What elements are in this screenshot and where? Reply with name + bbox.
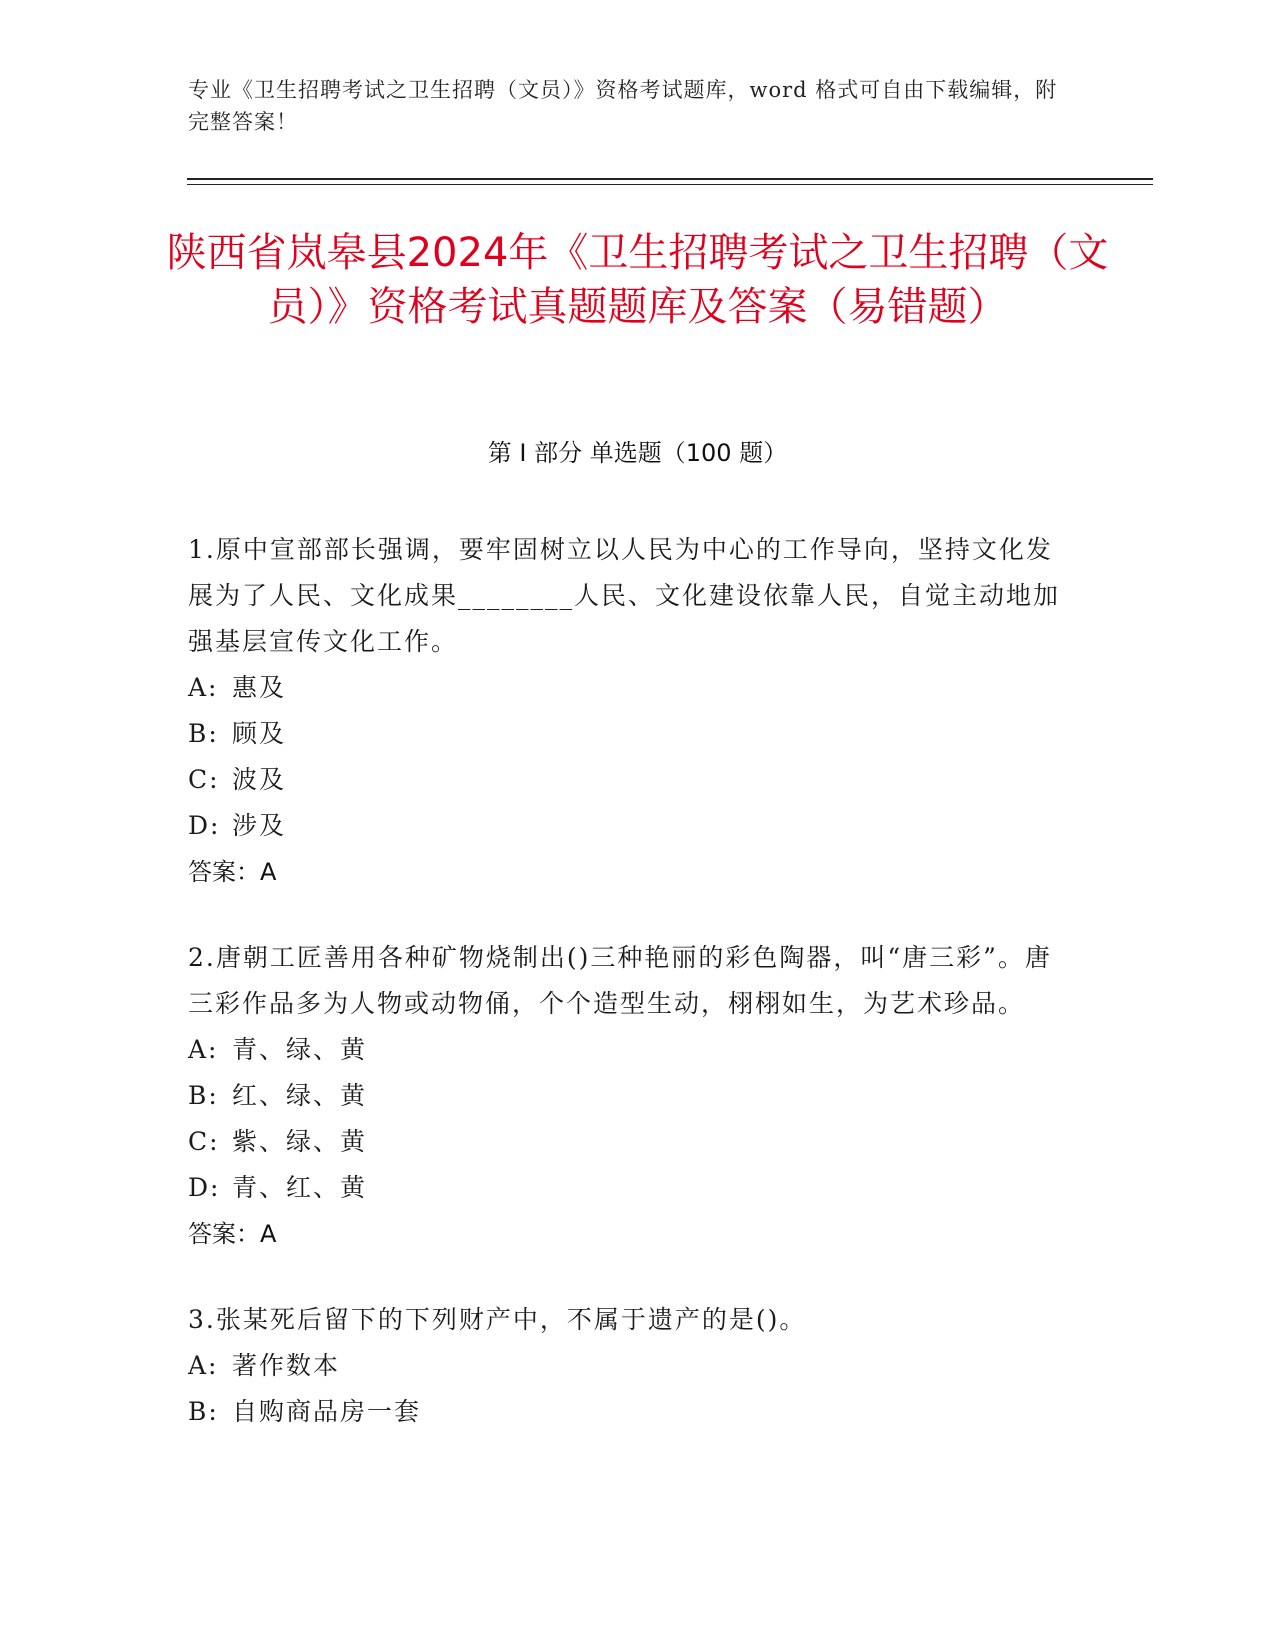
question-stem: 1.原中宣部部长强调，要牢固树立以人民为中心的工作导向，坚持文化发展为了人民、文化成果________人民、文化建设依靠人民，自觉主动地加强基层宣传文化工作。: [188, 535, 1061, 656]
question-3: [188, 1297, 1068, 1435]
header-note: 专业《卫生招聘考试之卫生招聘（文员）》资格考试题库，word 格式可自由下载编辑，附完整答案！: [188, 78, 1058, 134]
answer-line: 答案：A: [188, 1220, 277, 1248]
option-letter: A:: [188, 673, 219, 702]
option-c: [188, 757, 1068, 803]
option-letter: B:: [188, 1081, 219, 1110]
section-heading: 第 I 部分 单选题（100 题）: [487, 439, 788, 467]
header-divider-thick: [187, 178, 1153, 180]
option-a: [188, 1027, 1068, 1073]
question-list: [188, 527, 1068, 1475]
option-text: 惠及: [232, 673, 287, 702]
option-d: [188, 803, 1068, 849]
option-letter: D:: [188, 811, 221, 840]
option-text: 著作数本: [232, 1351, 341, 1380]
header-divider-thin: [187, 184, 1153, 185]
option-letter: A:: [188, 1351, 219, 1380]
option-letter: B:: [188, 719, 219, 748]
option-text: 波及: [232, 765, 287, 794]
option-c: [188, 1119, 1068, 1165]
option-b: [188, 1073, 1068, 1119]
option-letter: B:: [188, 1397, 219, 1426]
question-1: [188, 527, 1068, 895]
option-letter: C:: [188, 1127, 220, 1156]
option-a: [188, 1343, 1068, 1389]
option-letter: D:: [188, 1173, 221, 1202]
question-stem: 2.唐朝工匠善用各种矿物烧制出()三种艳丽的彩色陶器，叫“唐三彩”。唐三彩作品多为人物或动物俑，个个造型生动，栩栩如生，为艺术珍品。: [188, 943, 1052, 1018]
question-stem: 3.张某死后留下的下列财产中，不属于遗产的是()。: [188, 1305, 807, 1334]
option-text: 青、绿、黄: [232, 1035, 368, 1064]
option-text: 顾及: [232, 719, 287, 748]
option-text: 涉及: [232, 811, 287, 840]
option-d: [188, 1165, 1068, 1211]
option-a: [188, 665, 1068, 711]
option-text: 青、红、黄: [232, 1173, 368, 1202]
option-b: [188, 1389, 1068, 1435]
option-letter: A:: [188, 1035, 219, 1064]
option-text: 自购商品房一套: [232, 1397, 422, 1426]
document-title: 陕西省岚皋县2024年《卫生招聘考试之卫生招聘（文员）》资格考试真题题库及答案（易错题）: [166, 230, 1109, 330]
question-2: [188, 935, 1068, 1257]
option-b: [188, 711, 1068, 757]
option-letter: C:: [188, 765, 220, 794]
answer-line: 答案：A: [188, 858, 277, 886]
option-text: 紫、绿、黄: [232, 1127, 368, 1156]
option-text: 红、绿、黄: [232, 1081, 368, 1110]
